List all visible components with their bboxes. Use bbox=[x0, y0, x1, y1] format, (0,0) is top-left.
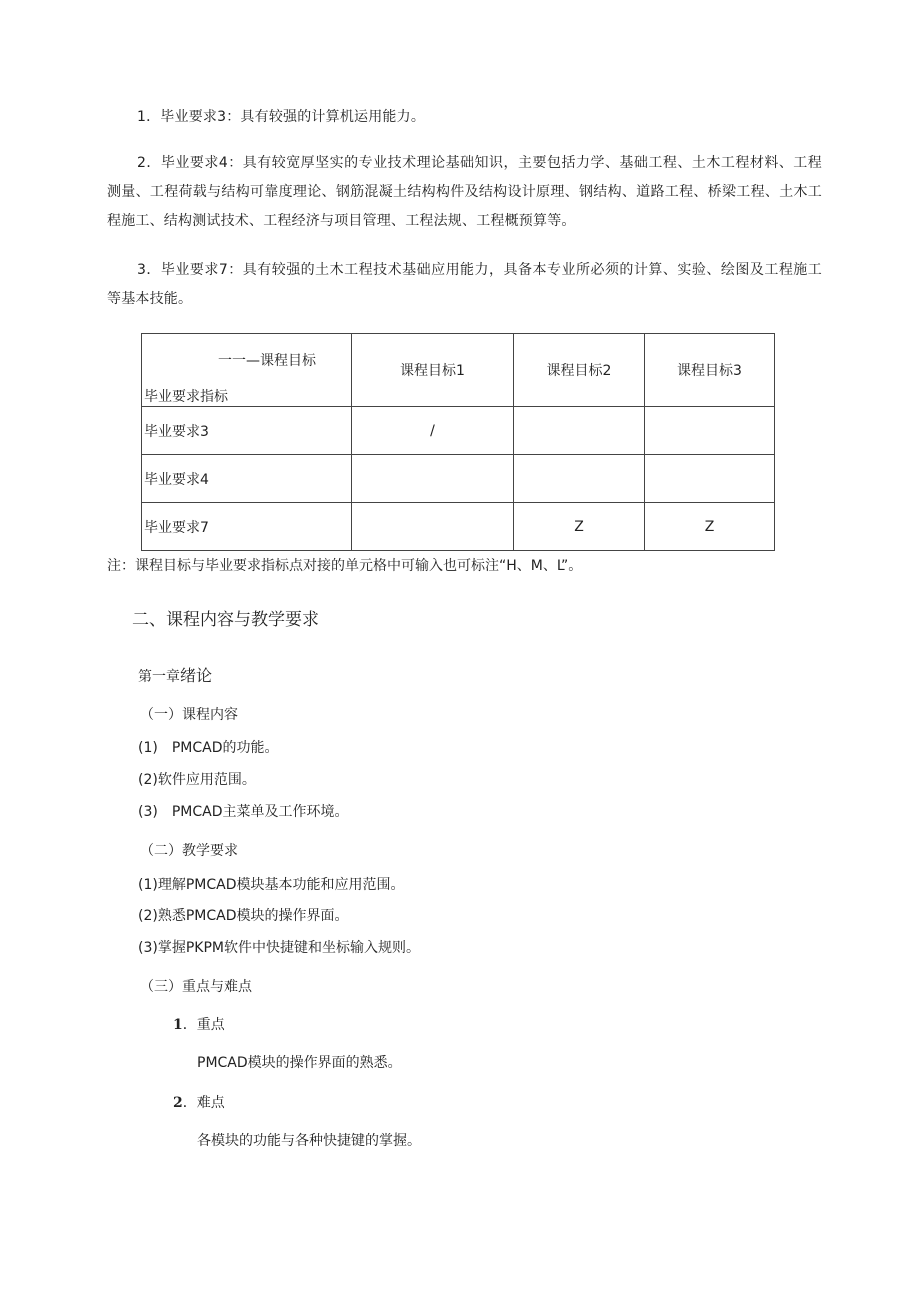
table-cell bbox=[645, 455, 775, 503]
row-label: 毕业要求4 bbox=[142, 455, 352, 503]
key-point-label bbox=[173, 1014, 225, 1034]
requirement-number: 2 bbox=[137, 155, 147, 171]
table-cell: Z bbox=[645, 503, 775, 551]
requirement-number: 1 bbox=[137, 109, 147, 125]
requirement-text: ．毕业要求7：具有较强的土木工程技术基础应用能力，具备本专业所必须的计算、实验、绘图及工程施工等基本技能。 bbox=[107, 262, 822, 307]
table-corner-cell bbox=[142, 334, 352, 407]
content-item-3: (3) PMCAD主菜单及工作环境。 bbox=[138, 804, 349, 820]
table-cell bbox=[645, 407, 775, 455]
content-item-1: (1) PMCAD的功能。 bbox=[138, 740, 279, 756]
chapter-heading bbox=[138, 663, 212, 686]
objectives-requirements-table bbox=[141, 333, 775, 551]
column-header-objective-2: 课程目标2 bbox=[514, 334, 645, 407]
chapter-title: 绪论 bbox=[180, 666, 213, 685]
column-header-objective-3: 课程目标3 bbox=[645, 334, 775, 407]
row-label: 毕业要求3 bbox=[142, 407, 352, 455]
key-point-text: PMCAD模块的操作界面的熟悉。 bbox=[197, 1055, 402, 1071]
chapter-prefix: 第一章 bbox=[138, 669, 180, 685]
row-label: 毕业要求7 bbox=[142, 503, 352, 551]
teaching-heading: （二）教学要求 bbox=[140, 843, 238, 859]
teaching-item-2: (2)熟悉PMCAD模块的操作界面。 bbox=[138, 908, 349, 924]
requirement-text: ．毕业要求3：具有较强的计算机运用能力。 bbox=[146, 109, 426, 125]
table-row bbox=[142, 503, 775, 551]
table-cell bbox=[352, 503, 514, 551]
table-cell: Z bbox=[514, 503, 645, 551]
table-cell bbox=[352, 455, 514, 503]
corner-top-label: 一一—课程目标 bbox=[218, 353, 316, 369]
difficulty-number: 2 bbox=[173, 1095, 183, 1111]
table-row bbox=[142, 407, 775, 455]
section-title: 二、课程内容与教学要求 bbox=[132, 610, 319, 630]
teaching-item-3: (3)掌握PKPM软件中快捷键和坐标输入规则。 bbox=[138, 940, 420, 956]
content-item-2: (2)软件应用范围。 bbox=[138, 772, 256, 788]
requirement-number: 3 bbox=[137, 262, 147, 278]
table-cell bbox=[514, 455, 645, 503]
key-point-title: ．重点 bbox=[182, 1017, 225, 1033]
difficulty-title: ．难点 bbox=[182, 1095, 225, 1111]
content-heading: （一）课程内容 bbox=[140, 707, 238, 723]
column-header-objective-1: 课程目标1 bbox=[352, 334, 514, 407]
table-cell bbox=[514, 407, 645, 455]
requirement-paragraph-3 bbox=[107, 256, 822, 314]
difficulty-label bbox=[173, 1092, 225, 1112]
teaching-item-1: (1)理解PMCAD模块基本功能和应用范围。 bbox=[138, 877, 405, 893]
corner-bottom-label: 毕业要求指标 bbox=[144, 389, 228, 405]
table-cell: / bbox=[352, 407, 514, 455]
key-points-heading: （三）重点与难点 bbox=[140, 979, 252, 995]
key-point-number: 1 bbox=[173, 1017, 183, 1033]
requirement-text: ．毕业要求4：具有较宽厚坚实的专业技术理论基础知识，主要包括力学、基础工程、土木工程材料、工程测量、工程荷载与结构可靠度理论、钢筋混凝土结构构件及结构设计原理、钢结构、道路工程、桥梁工程、土木工程施工、结构测试技术、工程经济与项目管理、工程法规、工程概预算等。 bbox=[107, 155, 822, 229]
requirement-paragraph-2 bbox=[107, 149, 822, 236]
table-row bbox=[142, 455, 775, 503]
table-note: 注：课程目标与毕业要求指标点对接的单元格中可输入也可标注“H、M、L”。 bbox=[107, 558, 583, 574]
difficulty-text: 各模块的功能与各种快捷键的掌握。 bbox=[197, 1133, 421, 1149]
requirement-paragraph-1 bbox=[107, 103, 822, 132]
